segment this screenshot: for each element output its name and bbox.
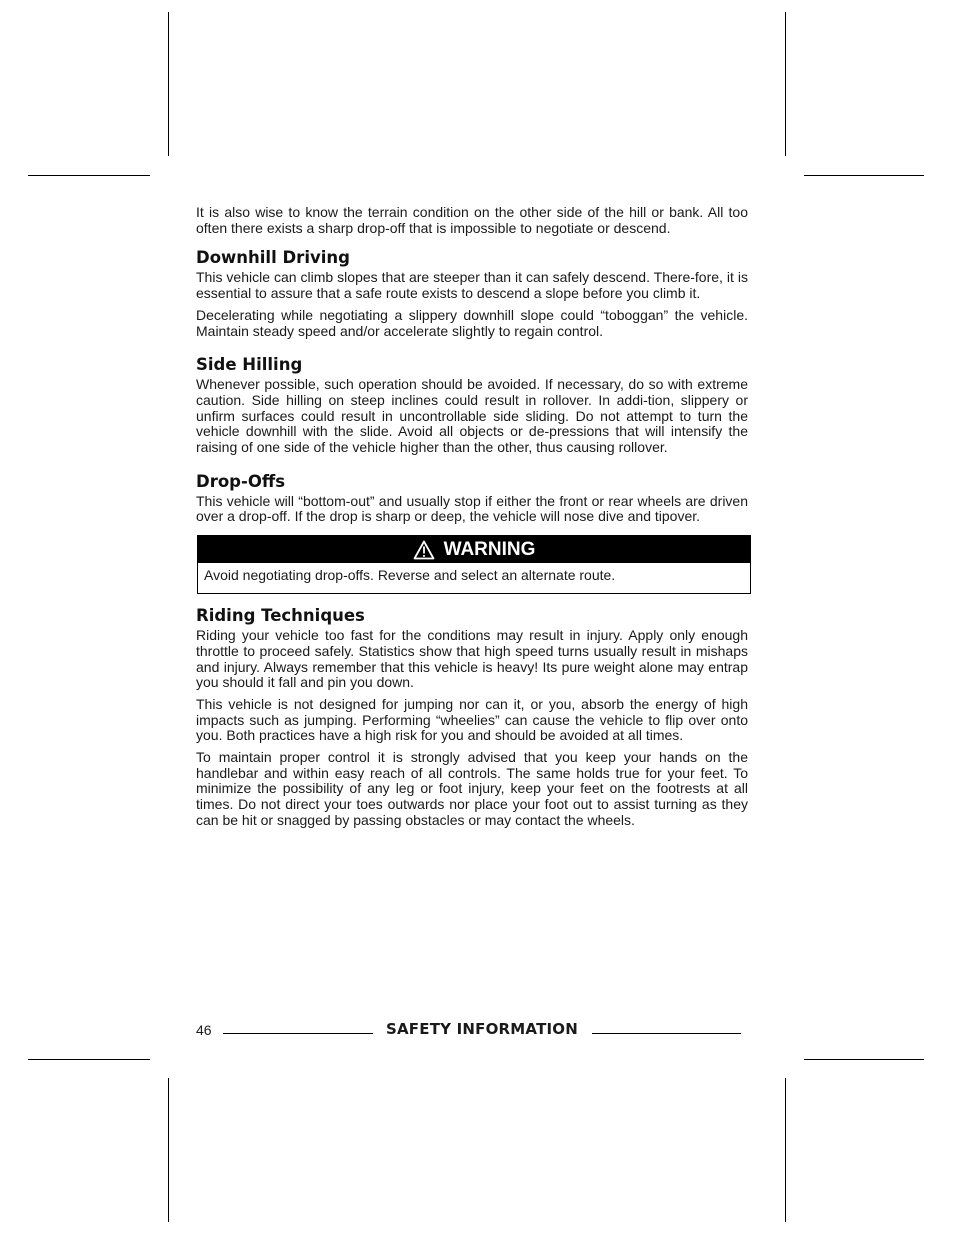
paragraph: This vehicle can climb slopes that are steeper than it can safely descend. There-fore, it is essential to assure that a safe route exists to descend a slope before you climb it. xyxy=(196,269,748,302)
warning-triangle-icon xyxy=(413,540,435,560)
warning-header xyxy=(198,536,750,563)
paragraph: Riding your vehicle too fast for the conditions may result in injury. Apply only enough throttle to proceed safely. Statistics show that high speed turns usually result in mishaps and injury. Always remember that this vehicle is heavy! Its pure weight alone may entrap you should it fall and pin you down. xyxy=(196,627,748,691)
warning-text: Avoid negotiating drop-offs. Reverse and select an alternate route. xyxy=(204,567,616,584)
section-heading-downhill: Downhill Driving xyxy=(196,248,350,268)
footer-rule xyxy=(592,1033,741,1034)
intro-paragraph: It is also wise to know the terrain condition on the other side of the hill or bank. All too often there exists a sharp drop-off that is impossible to negotiate or descend. xyxy=(196,204,748,236)
page-footer xyxy=(196,1019,748,1039)
paragraph: This vehicle is not designed for jumping nor can it, or you, absorb the energy of high impacts such as jumping. Performing “wheelies” can cause the vehicle to flip over onto you. Both practices have a high risk for you and should be avoided at all times. xyxy=(196,695,748,744)
crop-mark xyxy=(28,175,150,176)
section-heading-riding-techniques: Riding Techniques xyxy=(196,606,365,626)
warning-title: WARNING xyxy=(443,538,536,560)
crop-mark xyxy=(168,12,169,156)
section-heading-side-hilling: Side Hilling xyxy=(196,355,303,375)
paragraph: This vehicle will “bottom-out” and usually stop if either the front or rear wheels are driven over a drop-off. If the drop is sharp or deep, the vehicle will nose dive and tipover. xyxy=(196,492,748,525)
footer-section-title: SAFETY INFORMATION xyxy=(386,1020,578,1038)
crop-mark xyxy=(168,1078,169,1222)
crop-mark xyxy=(785,12,786,156)
crop-mark xyxy=(785,1078,786,1222)
paragraph: To maintain proper control it is strongly advised that you keep your hands on the handlebar and within easy reach of all controls. The same holds true for your feet. To minimize the possibility of any leg or foot injury, keep your feet on the footrests at all times. Do not direct your toes outwards nor place your foot out to assist turning as they can be hit or snagged by passing obstacles or may contact the wheels. xyxy=(196,749,748,828)
page-content xyxy=(196,205,748,835)
crop-mark xyxy=(804,175,924,176)
page-number: 46 xyxy=(196,1022,212,1038)
crop-mark xyxy=(804,1059,924,1060)
warning-box xyxy=(197,535,751,594)
section-heading-drop-offs: Drop-Offs xyxy=(196,471,286,491)
paragraph: Decelerating while negotiating a slippery downhill slope could “toboggan” the vehicle. Maintain steady speed and/or accelerate slightly to regain control. xyxy=(196,306,748,339)
paragraph: Whenever possible, such operation should be avoided. If necessary, do so with extreme caution. Side hilling on steep inclines could result in rollover. In addi-tion, slippery or unfirm surfaces could result in uncontrollable side sliding. Do not attempt to turn the vehicle downhill with the slide. Avoid all objects or de-pressions that will intensify the raising of one side of the vehicle higher than the other, thus causing rollover. xyxy=(196,376,748,456)
footer-rule xyxy=(223,1033,373,1034)
crop-mark xyxy=(28,1059,150,1060)
